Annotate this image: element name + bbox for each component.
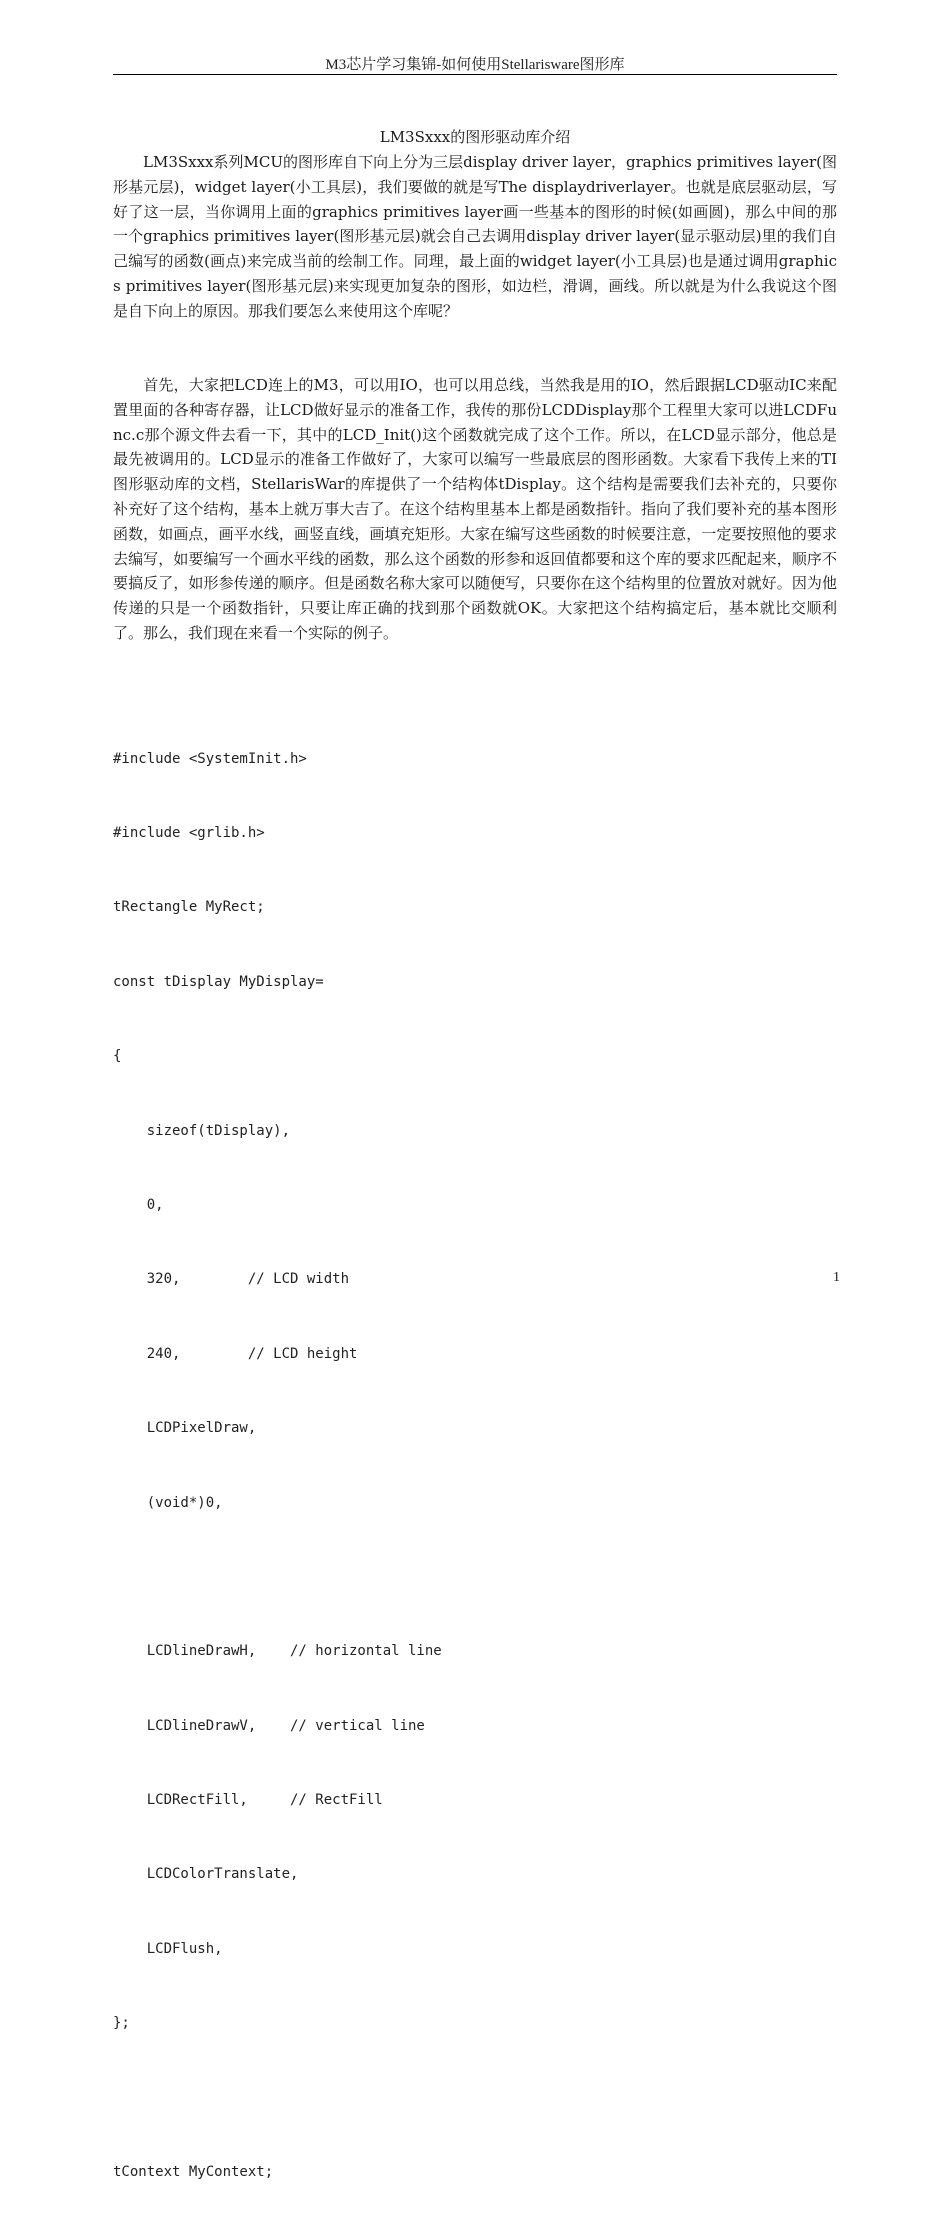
page-header: M3芯片学习集锦-如何使用Stellarisware图形库 bbox=[325, 57, 625, 73]
code-line: tContext MyContext; bbox=[113, 2164, 274, 2181]
code-line: (void*)0, bbox=[113, 1494, 223, 1511]
header-divider bbox=[113, 74, 837, 75]
code-line: const tDisplay MyDisplay= bbox=[113, 973, 324, 990]
intro-paragraph-text: LM3Sxxx系列MCU的图形库自下向上分为三层display driver layer，graphics primitives layer(图形基元层)，widget layer(小工具层)，我们要做的就是写The displaydriverlayer。也就是底层驱动层，写好了这一层，当你调用上面的graphics primitives layer画一些基本的图形的时候(如画圆)，那么中间的那一个graphics primitives layer(图形基元层)就会自己去调用display driver layer(显示驱动层)里的我们自己编写的函数(画点)来完成当前的绘制工作。同理，最上面的widget layer(小工具层)也是通过调用graphics primitives layer(图形基元层)来实现更加复杂的图形，如边栏，滑调，画线。所以就是为什么我说这个图是自下向上的原因。那我们要怎么来使用这个库呢？ bbox=[113, 153, 837, 320]
code-line: LCDlineDrawV, // vertical line bbox=[113, 1717, 425, 1734]
code-line: LCDFlush, bbox=[113, 1940, 223, 1957]
document-title: LM3Sxxx的图形驱动库介绍 bbox=[379, 128, 571, 146]
page-number: 1 bbox=[833, 1270, 840, 1285]
code-line: LCDRectFill, // RectFill bbox=[113, 1792, 383, 1809]
code-line: sizeof(tDisplay), bbox=[113, 1122, 291, 1139]
code-line: LCDlineDrawH, // horizontal line bbox=[113, 1643, 442, 1660]
code-line: 240, // LCD height bbox=[113, 1345, 358, 1362]
intro-paragraph bbox=[113, 150, 837, 324]
code-line: tRectangle MyRect; bbox=[113, 899, 265, 916]
code-line: #include <grlib.h> bbox=[113, 824, 265, 841]
code-line: LCDColorTranslate, bbox=[113, 1866, 299, 1883]
code-line: #include <SystemInit.h> bbox=[113, 750, 307, 767]
code-line bbox=[113, 1565, 837, 1590]
code-line: 0, bbox=[113, 1196, 164, 1213]
usage-paragraph-text: 首先，大家把LCD连上的M3，可以用IO，也可以用总线，当然我是用的IO，然后跟据LCD驱动IC来配置里面的各种寄存器，让LCD做好显示的准备工作，我传的那份LCDDisplay那个工程里大家可以进LCDFunc.c那个源文件去看一下，其中的LCD_Init()这个函数就完成了这个工作。所以，在LCD显示部分，他总是最先被调用的。LCD显示的准备工作做好了，大家可以编写一些最底层的图形函数。大家看下我传上来的TI图形驱动库的文档，StellarisWar的库提供了一个结构体tDisplay。这个结构是需要我们去补充的，只要你补充好了这个结构，基本上就万事大吉了。在这个结构里基本上都是函数指针。指向了我们要补充的基本图形函数，如画点，画平水线，画竖直线，画填充矩形。大家在编写这些函数的时候要注意，一定要按照他的要求去编写，如要编写一个画水平线的函数，那么这个函数的形参和返回值都要和这个库的要求匹配起来，顺序不要搞反了，如形参传递的顺序。但是函数名称大家可以随便写，只要你在这个结构里的位置放对就好。因为他传递的只是一个函数指针，只要让库正确的找到那个函数就OK。大家把这个结构搞定后，基本就比交顺利了。那么，我们现在来看一个实际的例子。 bbox=[113, 376, 837, 642]
code-line: }; bbox=[113, 2015, 130, 2032]
code-line: { bbox=[113, 1048, 122, 1065]
usage-paragraph bbox=[113, 373, 837, 646]
code-block bbox=[113, 697, 837, 2234]
code-line: LCDPixelDraw, bbox=[113, 1420, 257, 1437]
code-line bbox=[113, 2086, 837, 2111]
code-line: 320, // LCD width bbox=[113, 1271, 350, 1288]
